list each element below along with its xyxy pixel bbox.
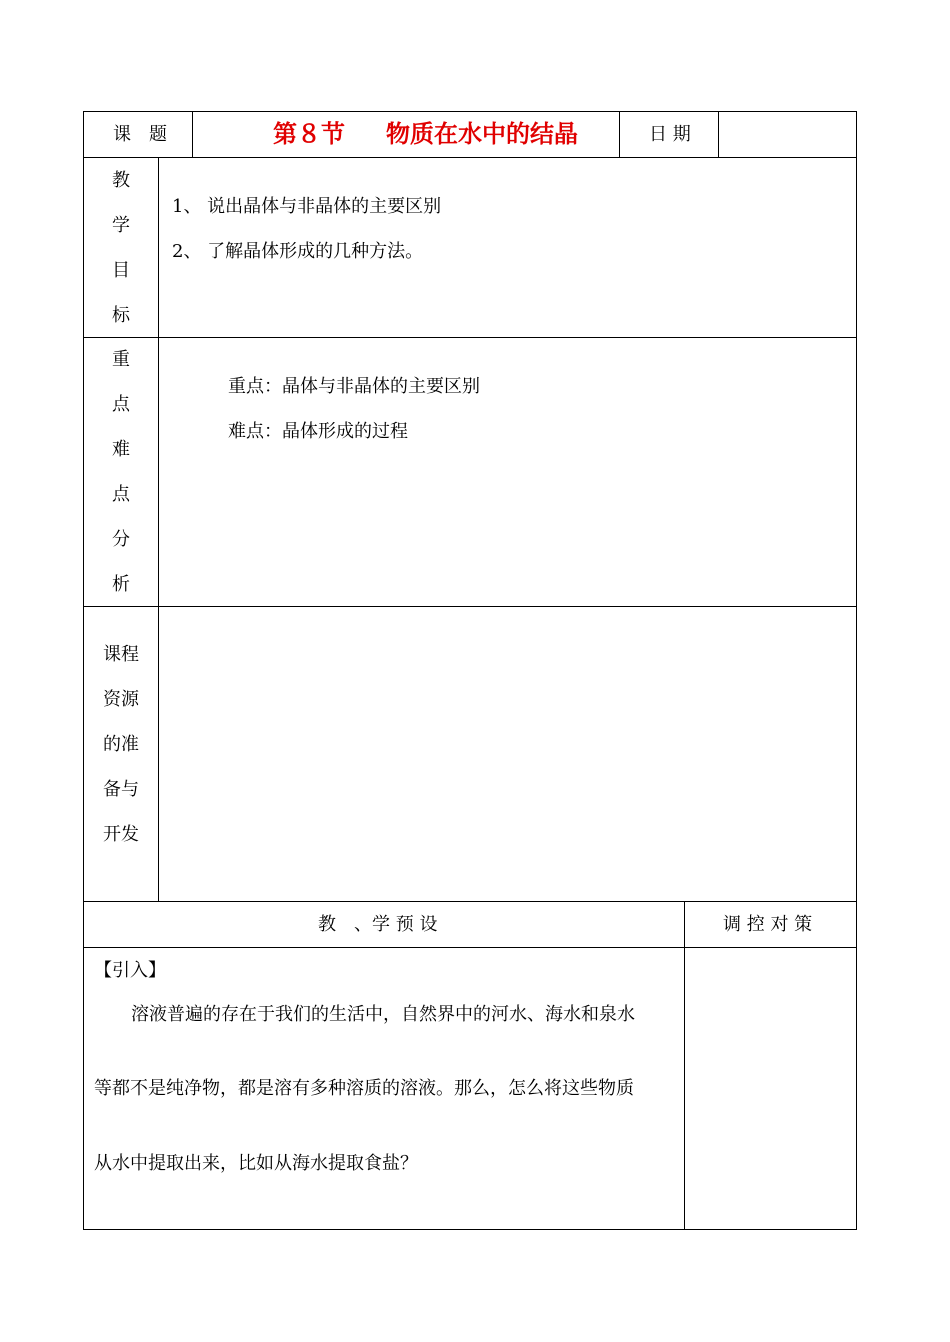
resources-label-line: 的准 xyxy=(103,734,139,755)
objectives-label-char: 标 xyxy=(112,305,130,326)
objective-item-2: 2、 了解晶体形成的几种方法。 xyxy=(172,241,424,262)
intro-line-2: 等都不是纯净物，都是溶有多种溶质的溶液。那么，怎么将这些物质 xyxy=(94,1078,634,1099)
intro-heading: 【引入】 xyxy=(94,960,166,981)
objectives-label-char: 教 xyxy=(112,170,130,191)
intro-line-3: 从水中提取出来，比如从海水提取食盐？ xyxy=(94,1153,418,1174)
row-divider-plan-header xyxy=(83,947,857,948)
keypoints-label-char: 分 xyxy=(112,529,130,550)
row-divider-keypoints xyxy=(83,606,857,607)
resources-label xyxy=(84,606,158,901)
keypoints-label-char: 重 xyxy=(112,349,130,370)
lesson-title: 物质在水中的结晶 xyxy=(386,119,578,148)
resources-label-line: 备与 xyxy=(103,779,139,800)
resources-label-line: 资源 xyxy=(103,689,139,710)
keypoints-label-char: 难 xyxy=(112,439,130,460)
objectives-label xyxy=(84,157,158,337)
key-point-text: 重点：晶体与非晶体的主要区别 xyxy=(228,376,480,397)
objectives-label-char: 学 xyxy=(112,215,130,236)
row-divider-resources xyxy=(83,901,857,902)
col-divider-title xyxy=(619,111,620,158)
col-divider-label xyxy=(158,157,159,902)
difficulty-text: 难点：晶体形成的过程 xyxy=(228,421,408,442)
lesson-number: 第８节 xyxy=(273,119,345,148)
table-border-right xyxy=(856,111,857,1230)
keypoints-label-char: 点 xyxy=(112,484,130,505)
row-divider-objectives xyxy=(83,337,857,338)
intro-line-1: 溶液普遍的存在于我们的生活中，自然界中的河水、海水和泉水 xyxy=(131,1004,635,1025)
keypoints-label xyxy=(84,337,158,606)
objective-item-1: 1、 说出晶体与非晶体的主要区别 xyxy=(172,196,442,217)
col-divider-date xyxy=(718,111,719,158)
control-strategy-label: 调 控 对 策 xyxy=(723,914,813,935)
resources-label-line: 开发 xyxy=(103,824,139,845)
col-divider-control xyxy=(684,901,685,1230)
row-divider-header xyxy=(83,157,857,158)
col-divider-topic xyxy=(192,111,193,158)
resources-label-line: 课程 xyxy=(103,644,139,665)
topic-label: 课 题 xyxy=(113,124,167,145)
teaching-plan-label: 教 、学 预 设 xyxy=(318,914,438,935)
table-border-bottom xyxy=(83,1229,857,1230)
keypoints-label-char: 析 xyxy=(112,574,130,595)
table-border-top xyxy=(83,111,857,112)
objectives-label-char: 目 xyxy=(112,260,130,281)
date-label-text: 日 期 xyxy=(649,124,691,145)
keypoints-label-char: 点 xyxy=(112,394,130,415)
